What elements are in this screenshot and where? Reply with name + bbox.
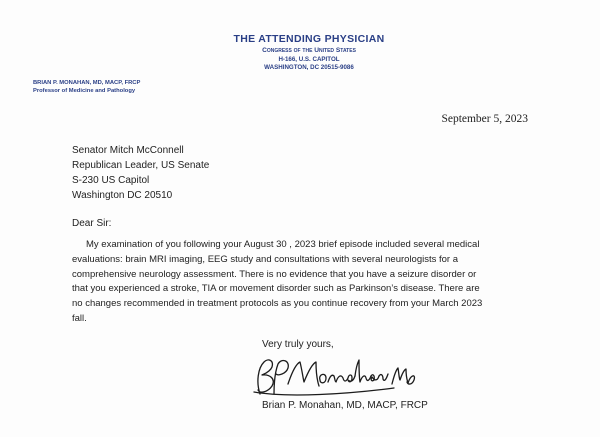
- letterhead-office: H-166, U.S. CAPITOL: [278, 56, 340, 63]
- body-line: no changes recommended in treatment protocols as you continue recovery from your March 2023: [72, 298, 483, 309]
- signature: [248, 354, 418, 400]
- body-line: that you experienced a stroke, TIA or movement disorder such as Parkinson’s disease. There are: [72, 283, 480, 294]
- body-line: comprehensive neurology assessment. There is no evidence that you have a seizure disorder or: [72, 269, 477, 280]
- closing: Very truly yours,: [262, 339, 334, 350]
- letterhead-title: THE ATTENDING PHYSICIAN: [233, 33, 385, 45]
- salutation: Dear Sir:: [72, 218, 112, 229]
- recipient-name: Senator Mitch McConnell: [72, 145, 184, 156]
- recipient-title: Republican Leader, US Senate: [72, 160, 210, 171]
- body-line: evaluations: brain MRI imaging, EEG study and consultations with several neurologists for a: [72, 254, 459, 265]
- body-line: fall.: [72, 313, 87, 324]
- sender-name: BRIAN P. MONAHAN, MD, MACP, FRCP: [33, 80, 141, 86]
- recipient-city: Washington DC 20510: [72, 190, 173, 201]
- recipient-office: S-230 US Capitol: [72, 175, 150, 186]
- signer-name: Brian P. Monahan, MD, MACP, FRCP: [262, 400, 428, 411]
- letterhead-address: WASHINGTON, DC 20515-9086: [264, 64, 354, 71]
- body-line: My examination of you following your August 30 , 2023 brief episode included several medical: [86, 239, 480, 250]
- sender-title: Professor of Medicine and Pathology: [33, 88, 136, 94]
- letter-date: September 5, 2023: [441, 113, 528, 125]
- letterhead-congress: Congress of the United States: [262, 47, 356, 54]
